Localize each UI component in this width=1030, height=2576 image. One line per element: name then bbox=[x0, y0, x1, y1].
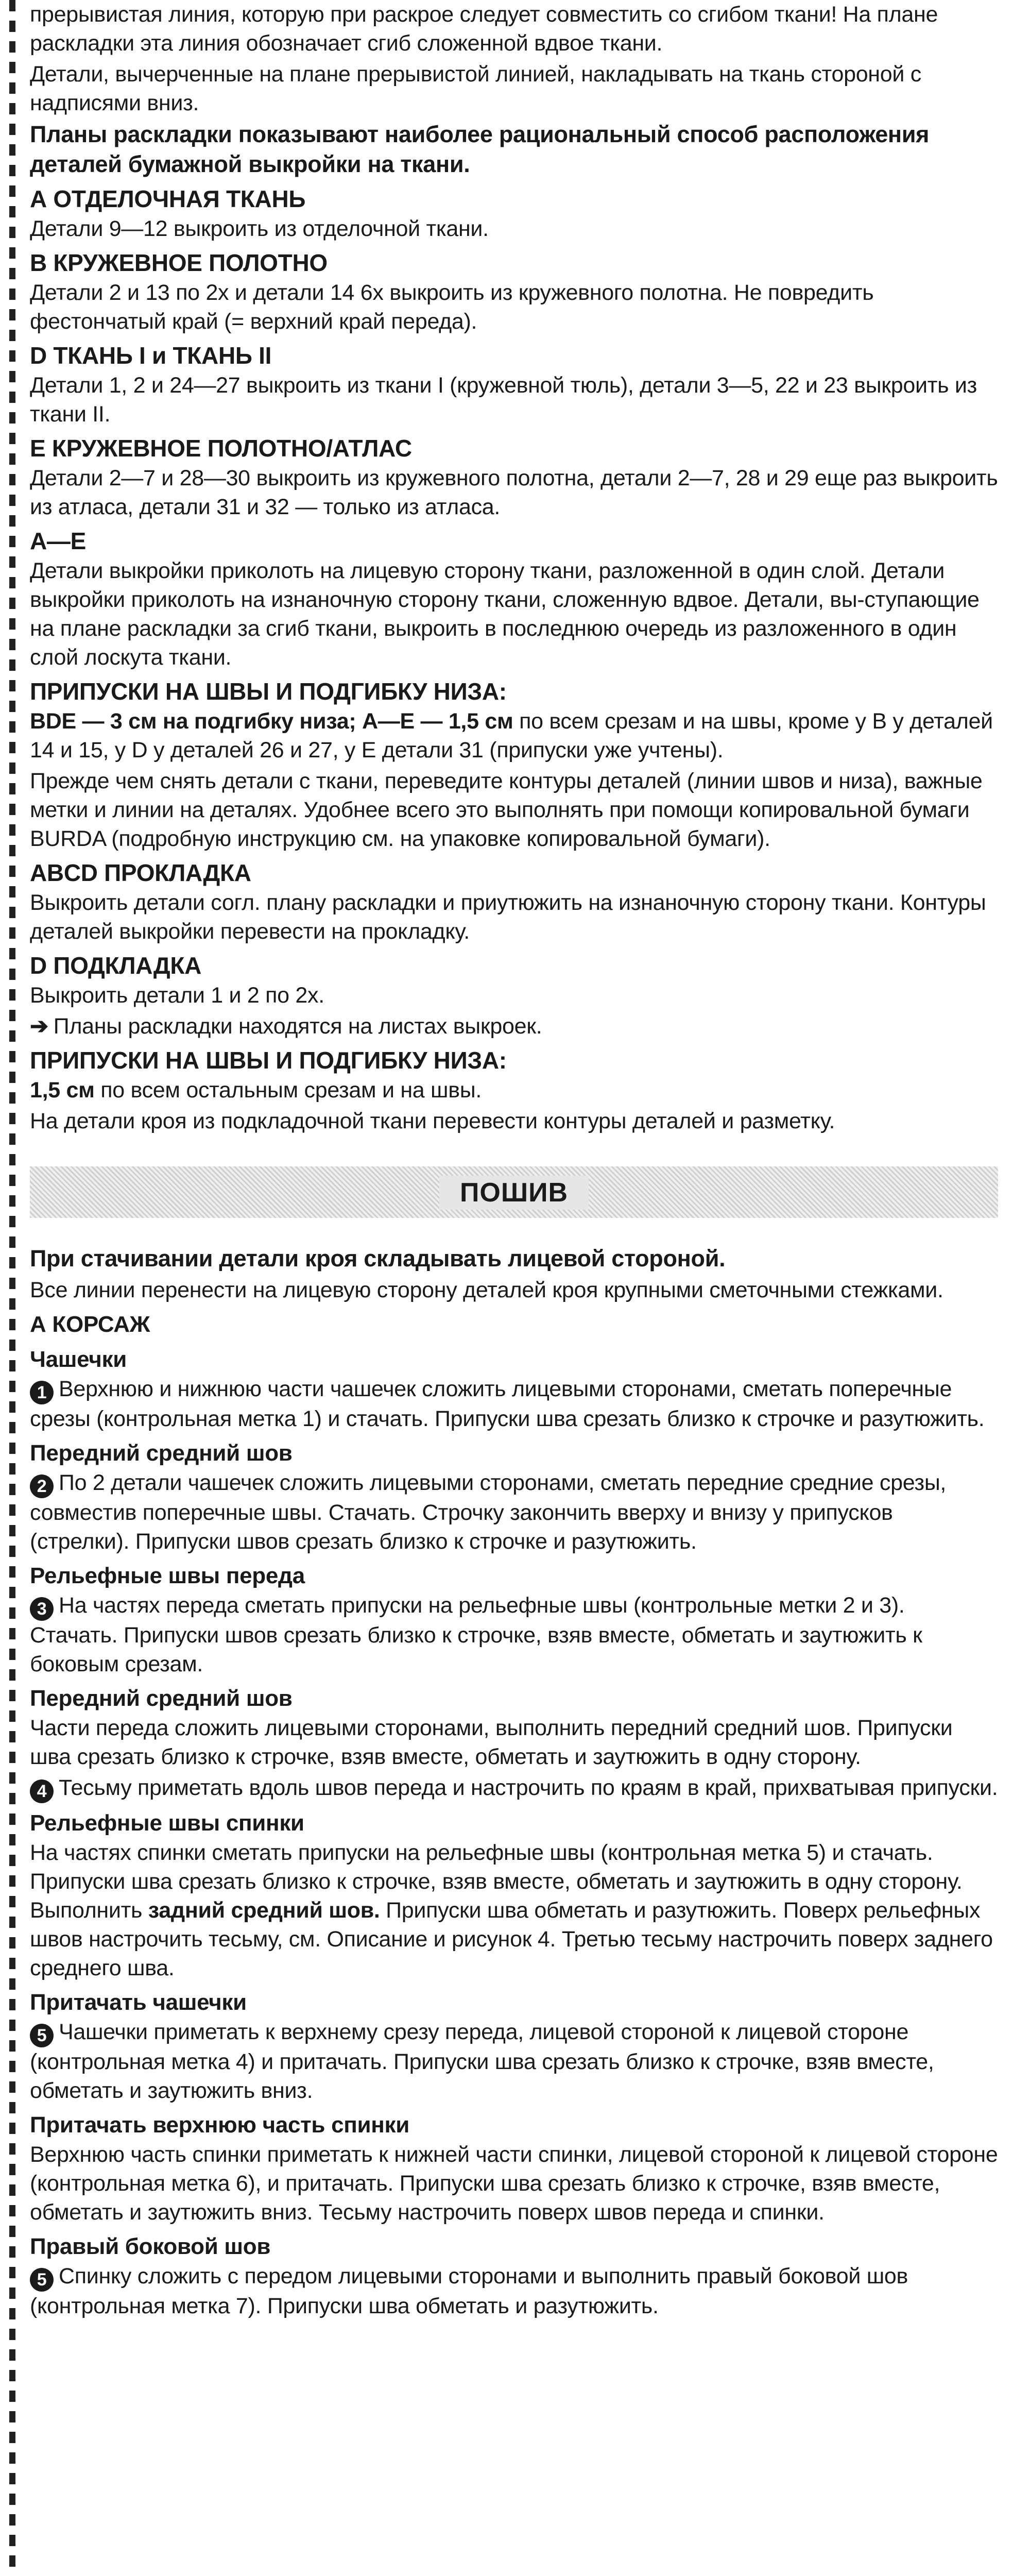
section-text-b: Детали 2 и 13 по 2х и детали 14 6х выкроить из кружевного полотна. Не повредить фестончатый край (= верхний край переда). bbox=[30, 280, 874, 334]
instruction-text bbox=[30, 0, 998, 2323]
copy-paragraph: Прежде чем снять детали с ткани, переведите контуры деталей (линии швов и низа), важные метки и линии на деталях. Удобнее всего это выполнять при помощи копировальной бумаги BURDA (подробную инструкцию см. на упаковке копировальной бумаги). bbox=[30, 769, 983, 851]
allowance2-rest: по всем остальным срезам и на швы. bbox=[94, 1078, 482, 1103]
relief-back-title: Рельефные швы спинки bbox=[30, 1810, 304, 1836]
front-center-seam-title: Передний средний шов bbox=[30, 1440, 293, 1466]
right-side-seam-title: Правый боковой шов bbox=[30, 2234, 271, 2259]
step-number-badge: 1 bbox=[30, 1381, 54, 1404]
step-4 bbox=[30, 1773, 998, 1803]
step-4-text: Тесьму приметать вдоль швов переда и настрочить по краям в край, прихватывая припуски. bbox=[59, 1775, 998, 1800]
allowance2-text bbox=[30, 1076, 998, 1105]
sewing-intro-bold: При стачивании детали кроя складывать лицевой стороной. bbox=[30, 1245, 726, 1272]
section-text-d: Детали 1, 2 и 24—27 выкроить из ткани I (кружевной тюль), детали 3—5, 22 и 23 выкроить из ткани II. bbox=[30, 373, 977, 427]
lining-transfer-text: На детали кроя из подкладочной ткани перевести контуры деталей и разметку. bbox=[30, 1109, 835, 1133]
front-center-seam2-text: Части переда сложить лицевыми сторонами, выполнить передний средний шов. Припуски шва срезать близко к строчке, взяв вместе, обметать и заутюжить в одну сторону. bbox=[30, 1716, 953, 1769]
section-title-ae: А—Е bbox=[30, 528, 87, 554]
cups-title: Чашечки bbox=[30, 1347, 127, 1372]
interfacing-title: ABCD ПРОКЛАДКА bbox=[30, 859, 251, 886]
step-number-badge: 2 bbox=[30, 1475, 54, 1498]
dashed-fold-marker bbox=[9, 0, 15, 2576]
step-5 bbox=[30, 2018, 998, 2105]
front-center-seam2-title: Передний средний шов bbox=[30, 1686, 293, 1711]
section-title-a: А ОТДЕЛОЧНАЯ ТКАНЬ bbox=[30, 185, 306, 212]
intro-paragraph: прерывистая линия, которую при раскрое следует совместить со сгибом ткани! На плане раскладки эта линия обозначает сгиб сложенной вдвое ткани. bbox=[30, 2, 938, 56]
section-title-e: Е КРУЖЕВНОЕ ПОЛОТНО/АТЛАС bbox=[30, 435, 412, 462]
allowance-bold: BDE — 3 см на подгибку низа; А—Е — 1,5 см bbox=[30, 709, 513, 734]
plans-note-text: Планы раскладки находятся на листах выкроек. bbox=[53, 1014, 542, 1039]
step-number-badge: 5 bbox=[30, 2268, 54, 2292]
plans-note bbox=[30, 1012, 998, 1041]
sewing-section-band bbox=[30, 1166, 998, 1218]
intro-paragraph: Детали, вычерченные на плане прерывистой линией, накладывать на ткань стороной с надписями вниз. bbox=[30, 62, 921, 115]
sewing-section-title: ПОШИВ bbox=[439, 1176, 589, 1210]
lining-text: Выкроить детали 1 и 2 по 2х. bbox=[30, 983, 324, 1008]
step-2-text: По 2 детали чашечек сложить лицевыми сторонами, сметать передние средние срезы, совместив поперечные швы. Стачать. Строчку закончить вверху и внизу у припусков (стрелки). Припуски швов срезать близко к строчке и разутюжить. bbox=[30, 1470, 947, 1554]
step-6 bbox=[30, 2262, 998, 2320]
attach-back-text: Верхнюю часть спинки приметать к нижней части спинки, лицевой стороной к лицевой стороне (контрольная метка 6), и притачать. Припуски шва срезать близко к строчке, взяв вместе, обметать и заутюжить вниз. Тесьму настрочить поверх швов переда и спинки. bbox=[30, 2142, 998, 2225]
allowance-rest: по всем срезам и на швы, кроме у В у деталей 14 и 15, у D у деталей 26 и 27, у Е детали 31 (припуски уже учтены). bbox=[30, 709, 993, 762]
relief-back-text-a: На частях спинки сметать припуски на рельефные швы (контрольная метка 5) и стачать. Припуски шва срезать близко к строчке, взяв вместе, обметать и заутюжить в одну сторону. Выполнить bbox=[30, 1840, 963, 1923]
instruction-page bbox=[9, 0, 1019, 2576]
step-6-text: Спинку сложить с передом лицевыми сторонами и выполнить правый боковой шов (контрольная метка 7). Припуски шва обметать и разутюжить. bbox=[30, 2264, 908, 2318]
section-title-d: D ТКАНЬ I и ТКАНЬ II bbox=[30, 342, 272, 369]
allowance2-bold: 1,5 см bbox=[30, 1078, 95, 1103]
allowance-title: ПРИПУСКИ НА ШВЫ И ПОДГИБКУ НИЗА: bbox=[30, 678, 507, 705]
step-3 bbox=[30, 1591, 998, 1679]
arrow-icon: ➔ bbox=[30, 1014, 48, 1039]
bodice-title: А КОРСАЖ bbox=[30, 1312, 150, 1337]
sewing-intro-text: Все линии перенести на лицевую сторону деталей кроя крупными сметочными стежками. bbox=[30, 1278, 943, 1302]
step-number-badge: 5 bbox=[30, 2024, 54, 2047]
relief-back-bold: задний средний шов. bbox=[148, 1898, 380, 1923]
allowance2-title: ПРИПУСКИ НА ШВЫ И ПОДГИБКУ НИЗА: bbox=[30, 1047, 507, 1074]
section-title-b: В КРУЖЕВНОЕ ПОЛОТНО bbox=[30, 249, 328, 276]
lining-title: D ПОДКЛАДКА bbox=[30, 952, 202, 979]
step-2 bbox=[30, 1468, 998, 1556]
relief-back-text bbox=[30, 1838, 998, 1982]
relief-back-text-b: Припуски шва обметать и разутюжить. Поверх рельефных швов настрочить тесьму, см. Описание и рисунок 4. Третью тесьму настрочить поверх заднего среднего шва. bbox=[30, 1898, 993, 1980]
step-number-badge: 3 bbox=[30, 1597, 54, 1621]
section-text-a: Детали 9—12 выкроить из отделочной ткани. bbox=[30, 216, 489, 241]
section-text-e: Детали 2—7 и 28—30 выкроить из кружевного полотна, детали 2—7, 28 и 29 еще раз выкроить из атласа, детали 31 и 32 — только из атласа. bbox=[30, 466, 998, 519]
relief-front-title: Рельефные швы переда bbox=[30, 1563, 305, 1588]
step-3-text: На частях переда сметать припуски на рельефные швы (контрольные метки 2 и 3). Стачать. Припуски швов срезать близко к строчке, взяв вместе, обметать и заутюжить к боковым срезам. bbox=[30, 1593, 922, 1676]
step-number-badge: 4 bbox=[30, 1780, 54, 1803]
allowance-text bbox=[30, 707, 998, 765]
plans-title: Планы раскладки показывают наиболее рациональный способ расположения деталей бумажной выкройки на ткани. bbox=[30, 121, 930, 177]
step-1-text: Верхнюю и нижнюю части чашечек сложить лицевыми сторонами, сметать поперечные срезы (контрольная метка 1) и стачать. Припуски шва срезать близко к строчке и разутюжить. bbox=[30, 1377, 985, 1431]
step-5-text: Чашечки приметать к верхнему срезу переда, лицевой стороной к лицевой стороне (контрольная метка 4) и притачать. Припуски шва срезать близко к строчке, взяв вместе, обметать и заутюжить вниз. bbox=[30, 2020, 934, 2103]
section-text-ae: Детали выкройки приколоть на лицевую сторону ткани, разложенной в один слой. Детали выкройки приколоть на изнаночную сторону ткани, сложенную вдвое. Детали, вы-ступающие на плане раскладки за сгиб ткани, выкроить в последнюю очередь из разложенного в один слой лоскута ткани. bbox=[30, 558, 980, 670]
attach-cups-title: Притачать чашечки bbox=[30, 1990, 247, 2015]
step-1 bbox=[30, 1375, 998, 1433]
interfacing-text: Выкроить детали согл. плану раскладки и приутюжить на изнаночную сторону ткани. Контуры деталей выкройки перевести на прокладку. bbox=[30, 890, 986, 944]
attach-back-title: Притачать верхнюю часть спинки bbox=[30, 2112, 410, 2138]
